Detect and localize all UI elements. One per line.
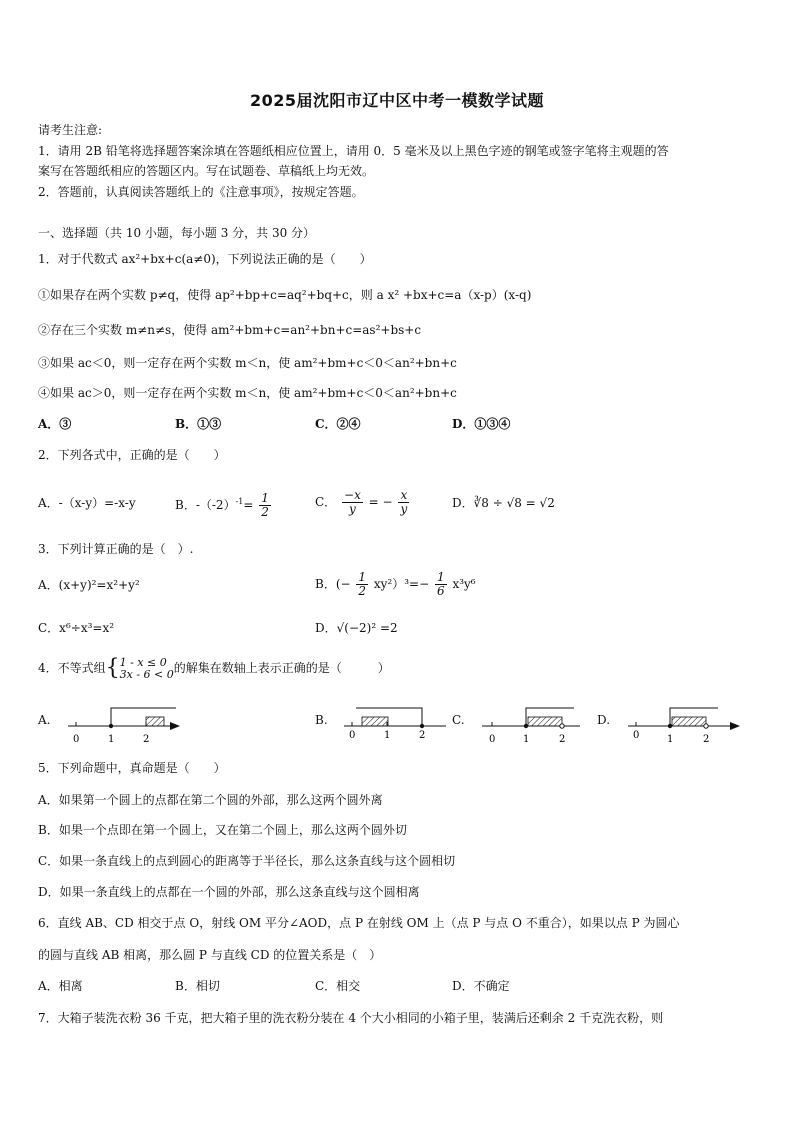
tick-label-1: 1 bbox=[523, 734, 530, 745]
q1-statement-3: ③如果 ac＜0，则一定存在两个实数 m＜n，使 am²+bm+c＜0＜an²+bn+c bbox=[38, 356, 457, 370]
fraction-numerator: x bbox=[400, 488, 408, 502]
q4-option-a-numberline[interactable] bbox=[64, 700, 184, 746]
shaded-region bbox=[528, 717, 562, 726]
q3-option-b[interactable] bbox=[315, 566, 476, 602]
fraction-denominator: 6 bbox=[436, 584, 445, 598]
q1-stem: 1．对于代数式 ax²+bx+c(a≠0)，下列说法正确的是（ ） bbox=[38, 252, 372, 266]
q4-stem bbox=[38, 654, 390, 683]
inequality-system bbox=[120, 657, 174, 681]
q3-b-middle: xy²）³=− bbox=[373, 577, 430, 591]
q2-stem: 2．下列各式中，正确的是（ ） bbox=[38, 448, 226, 462]
q2-option-b[interactable] bbox=[175, 484, 273, 523]
q3-b-prefix: B．(− bbox=[315, 577, 351, 591]
q2-option-d[interactable]: D．∛8 ÷ √8 = √2 bbox=[452, 496, 555, 510]
q3-option-a[interactable]: A．(x+y)²=x²+y² bbox=[38, 578, 140, 592]
point-1 bbox=[109, 724, 113, 728]
q3-option-c[interactable]: C．x⁶÷x³=x² bbox=[38, 621, 115, 635]
notice-item-1-line-1: 1．请用 2B 铅笔将选择题答案涂填在答题纸相应位置上，请用 0．5 毫米及以上黑色字迹的钢笔或签字笔将主观题的答 bbox=[38, 144, 669, 158]
shaded-region bbox=[672, 717, 706, 726]
q6-option-a[interactable]: A．相离 bbox=[38, 979, 83, 993]
point-2 bbox=[420, 724, 424, 728]
q2-b-exponent: -1 bbox=[235, 497, 244, 506]
q1-option-b[interactable]: B．①③ bbox=[175, 417, 222, 431]
brace-glyph: { bbox=[105, 655, 120, 681]
q4-option-d-label[interactable]: D. bbox=[597, 713, 611, 727]
q2-b-fraction bbox=[259, 492, 271, 519]
inequality-2: 3x - 6 < 0 bbox=[119, 667, 174, 681]
tick-label-0: 0 bbox=[349, 730, 356, 741]
q4-option-b-numberline[interactable] bbox=[340, 700, 452, 746]
q1-option-c[interactable]: C．②④ bbox=[315, 417, 361, 431]
tick-label-0: 0 bbox=[489, 734, 496, 745]
q1-statement-4: ④如果 ac＞0，则一定存在两个实数 m＜n，使 am²+bm+c＜0＜an²+bn+c bbox=[38, 386, 457, 400]
tick-label-2: 2 bbox=[419, 730, 426, 741]
q5-option-a[interactable]: A．如果第一个圆上的点都在第二个圆的外部，那么这两个圆外离 bbox=[38, 793, 383, 807]
solution-bracket bbox=[111, 708, 176, 726]
q1-option-d[interactable]: D．①③④ bbox=[452, 417, 511, 431]
fraction-denominator: y bbox=[349, 502, 356, 516]
point-2 bbox=[704, 724, 708, 728]
point-1 bbox=[524, 724, 528, 728]
fraction-denominator: 2 bbox=[261, 505, 269, 519]
q3-b-fraction-2 bbox=[435, 571, 447, 598]
q4-option-d-numberline[interactable] bbox=[624, 700, 744, 746]
q1-statement-1: ①如果存在两个实数 p≠q，使得 ap²+bp+c=aq²+bq+c，则 a x² +bx+c=a（x-p）(x-q) bbox=[38, 288, 532, 302]
q6-option-c[interactable]: C．相交 bbox=[315, 979, 361, 993]
tick-label-1: 1 bbox=[108, 734, 115, 745]
q2-b-prefix: B．-（-2） bbox=[175, 498, 236, 512]
q2-option-c[interactable] bbox=[315, 484, 411, 520]
q1-option-a[interactable]: A．③ bbox=[38, 417, 72, 431]
tick-label-1: 1 bbox=[384, 730, 391, 741]
q4-option-b-label[interactable]: B. bbox=[315, 713, 328, 727]
section-heading: 一、选择题（共 10 小题，每小题 3 分，共 30 分） bbox=[38, 226, 316, 240]
q4-option-a-label[interactable]: A. bbox=[38, 713, 51, 727]
point-2 bbox=[560, 724, 564, 728]
page-title: 2025届沈阳市辽中区中考一模数学试题 bbox=[249, 91, 545, 110]
shaded-region bbox=[146, 717, 164, 726]
fraction-numerator: 1 bbox=[261, 491, 269, 505]
fraction-numerator: 1 bbox=[358, 570, 367, 584]
q2-option-a[interactable]: A．-（x-y）=-x-y bbox=[38, 496, 136, 510]
q5-option-b[interactable]: B．如果一个点即在第一个圆上，又在第二个圆上，那么这两个圆外切 bbox=[38, 823, 407, 837]
q4-stem-prefix: 4．不等式组 bbox=[38, 661, 106, 675]
q7-stem-line-1: 7．大箱子装洗衣粉 36 千克，把大箱子里的洗衣粉分装在 4 个大小相同的小箱子里，装满后还剩余 2 千克洗衣粉，则 bbox=[38, 1011, 664, 1025]
q3-stem: 3．下列计算正确的是（ ）. bbox=[38, 542, 194, 556]
q6-stem-line-1: 6．直线 AB、CD 相交于点 O，射线 OM 平分∠AOD，点 P 在射线 OM 上（点 P 与点 O 不重合），如果以点 P 为圆心 bbox=[38, 916, 680, 930]
notice-item-1-line-2: 案写在答题纸相应的答题区内。写在试题卷、草稿纸上均无效。 bbox=[38, 164, 375, 178]
q5-option-d[interactable]: D．如果一条直线上的点都在一个圆的外部，那么这条直线与这个圆相离 bbox=[38, 885, 420, 899]
tick-label-0: 0 bbox=[73, 734, 80, 745]
q2-c-fraction-2 bbox=[398, 489, 409, 516]
notice-heading: 请考生注意: bbox=[38, 123, 103, 137]
q3-b-fraction-1 bbox=[356, 571, 368, 598]
q4-option-c-label[interactable]: C. bbox=[452, 713, 465, 727]
q6-option-b[interactable]: B．相切 bbox=[175, 979, 220, 993]
tick-label-1: 1 bbox=[667, 734, 674, 745]
q3-option-d[interactable]: D．√(−2)² =2 bbox=[315, 621, 398, 635]
inequality-1: 1 - x ≤ 0 bbox=[119, 655, 167, 669]
q4-option-c-numberline[interactable] bbox=[478, 700, 588, 746]
q2-b-equals: = bbox=[243, 498, 254, 512]
tick-label-2: 2 bbox=[143, 734, 150, 745]
q5-option-c[interactable]: C．如果一条直线上的点到圆心的距离等于半径长，那么这条直线与这个圆相切 bbox=[38, 854, 456, 868]
fraction-numerator: 1 bbox=[436, 570, 445, 584]
tick-label-0: 0 bbox=[633, 730, 640, 741]
q3-b-suffix: x³y⁶ bbox=[452, 577, 476, 591]
notice-item-2: 2．答题前，认真阅读答题纸上的《注意事项》，按规定答题。 bbox=[38, 185, 364, 199]
point-1 bbox=[668, 724, 672, 728]
fraction-numerator: −x bbox=[344, 488, 361, 502]
q6-option-d[interactable]: D．不确定 bbox=[452, 979, 510, 993]
fraction-denominator: 2 bbox=[358, 584, 367, 598]
tick-label-2: 2 bbox=[559, 734, 566, 745]
q2-c-prefix: C． bbox=[315, 495, 337, 509]
fraction-denominator: y bbox=[400, 502, 408, 516]
q4-stem-suffix: 的解集在数轴上表示正确的是（ ） bbox=[173, 661, 390, 675]
q2-c-middle: = − bbox=[368, 495, 393, 509]
q5-stem: 5．下列命题中，真命题是（ ） bbox=[38, 761, 226, 775]
shaded-region bbox=[362, 717, 388, 726]
q2-c-fraction-1 bbox=[342, 489, 363, 516]
tick-label-2: 2 bbox=[703, 734, 710, 745]
q1-statement-2: ②存在三个实数 m≠n≠s，使得 am²+bm+c=an²+bn+c=as²+bs+c bbox=[38, 323, 422, 337]
q6-stem-line-2: 的圆与直线 AB 相离，那么圆 P 与直线 CD 的位置关系是（ ） bbox=[38, 948, 382, 962]
